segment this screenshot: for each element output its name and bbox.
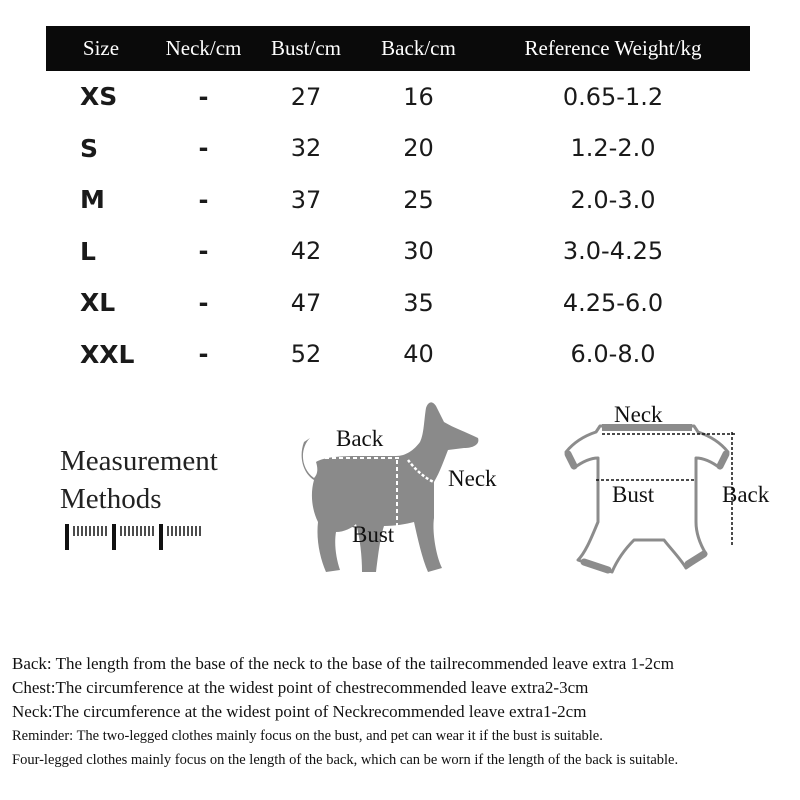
cell-neck: - [198, 134, 209, 163]
cell-weight: 1.2-2.0 [570, 134, 656, 163]
table-row [46, 71, 750, 123]
measurement-methods-title [60, 442, 218, 518]
header-back: Back/cm [381, 36, 456, 60]
note-neck: Neck:The circumference at the widest point of Neckrecommended leave extra1-2cm [12, 702, 587, 721]
cell-weight: 4.25-6.0 [562, 288, 664, 317]
cell-size: XXL [80, 339, 135, 369]
cell-back: 40 [403, 340, 434, 369]
cell-neck: - [198, 340, 209, 369]
cell-weight: 2.0-3.0 [570, 185, 656, 214]
table-row [46, 226, 750, 278]
table-row [46, 174, 750, 226]
cell-bust: 27 [290, 82, 322, 111]
cell-back: 25 [403, 185, 434, 214]
header-neck: Neck/cm [165, 36, 242, 60]
note-back: Back: The length from the base of the neck to the base of the tailrecommended leave extra 1-2cm [12, 654, 674, 673]
cell-back: 20 [403, 134, 434, 163]
cell-weight: 3.0-4.25 [562, 237, 664, 266]
dog-neck-label: Neck [448, 466, 497, 491]
table-row [46, 277, 750, 329]
header-bust: Bust/cm [270, 36, 341, 60]
header-size: Size [82, 36, 120, 60]
cell-neck: - [198, 237, 209, 266]
cell-bust: 37 [290, 185, 322, 214]
note-reminder: Reminder: The two-legged clothes mainly focus on the bust, and pet can wear it if the bust is suitable. [12, 728, 603, 744]
cell-bust: 32 [290, 134, 322, 163]
cell-neck: - [198, 288, 209, 317]
ruler-icon [62, 522, 204, 552]
garment-bust-label: Bust [612, 482, 655, 507]
dog-back-label: Back [336, 426, 384, 451]
cell-size: M [80, 185, 105, 215]
note-four-legged: Four-legged clothes mainly focus on the length of the back, which can be worn if the length of the back is suitable. [12, 752, 679, 768]
cell-neck: - [198, 185, 209, 214]
measurement-title-line2: Methods [60, 483, 162, 515]
cell-size: L [80, 236, 96, 266]
table-header-row [46, 26, 750, 71]
note-chest: Chest:The circumference at the widest point of chestrecommended leave extra2-3cm [12, 678, 589, 697]
cell-back: 16 [403, 82, 434, 111]
table-row [46, 329, 750, 381]
size-chart-table [46, 26, 750, 380]
cell-bust: 42 [290, 237, 322, 266]
cell-size: XS [80, 82, 118, 112]
cell-size: XL [80, 288, 116, 318]
cell-weight: 6.0-8.0 [570, 340, 656, 369]
dog-bust-label: Bust [352, 522, 395, 547]
garment-back-label: Back [722, 482, 770, 507]
table-row [46, 123, 750, 175]
cell-bust: 52 [290, 340, 322, 369]
cell-back: 30 [403, 237, 434, 266]
cell-size: S [80, 133, 99, 163]
header-weight: Reference Weight/kg [524, 36, 702, 60]
cell-neck: - [198, 82, 209, 111]
cell-weight: 0.65-1.2 [562, 82, 664, 111]
cell-bust: 47 [290, 288, 322, 317]
measurement-title-line1: Measurement [60, 445, 218, 477]
garment-neck-label: Neck [614, 402, 663, 427]
cell-back: 35 [403, 288, 434, 317]
measurement-notes [12, 652, 800, 772]
